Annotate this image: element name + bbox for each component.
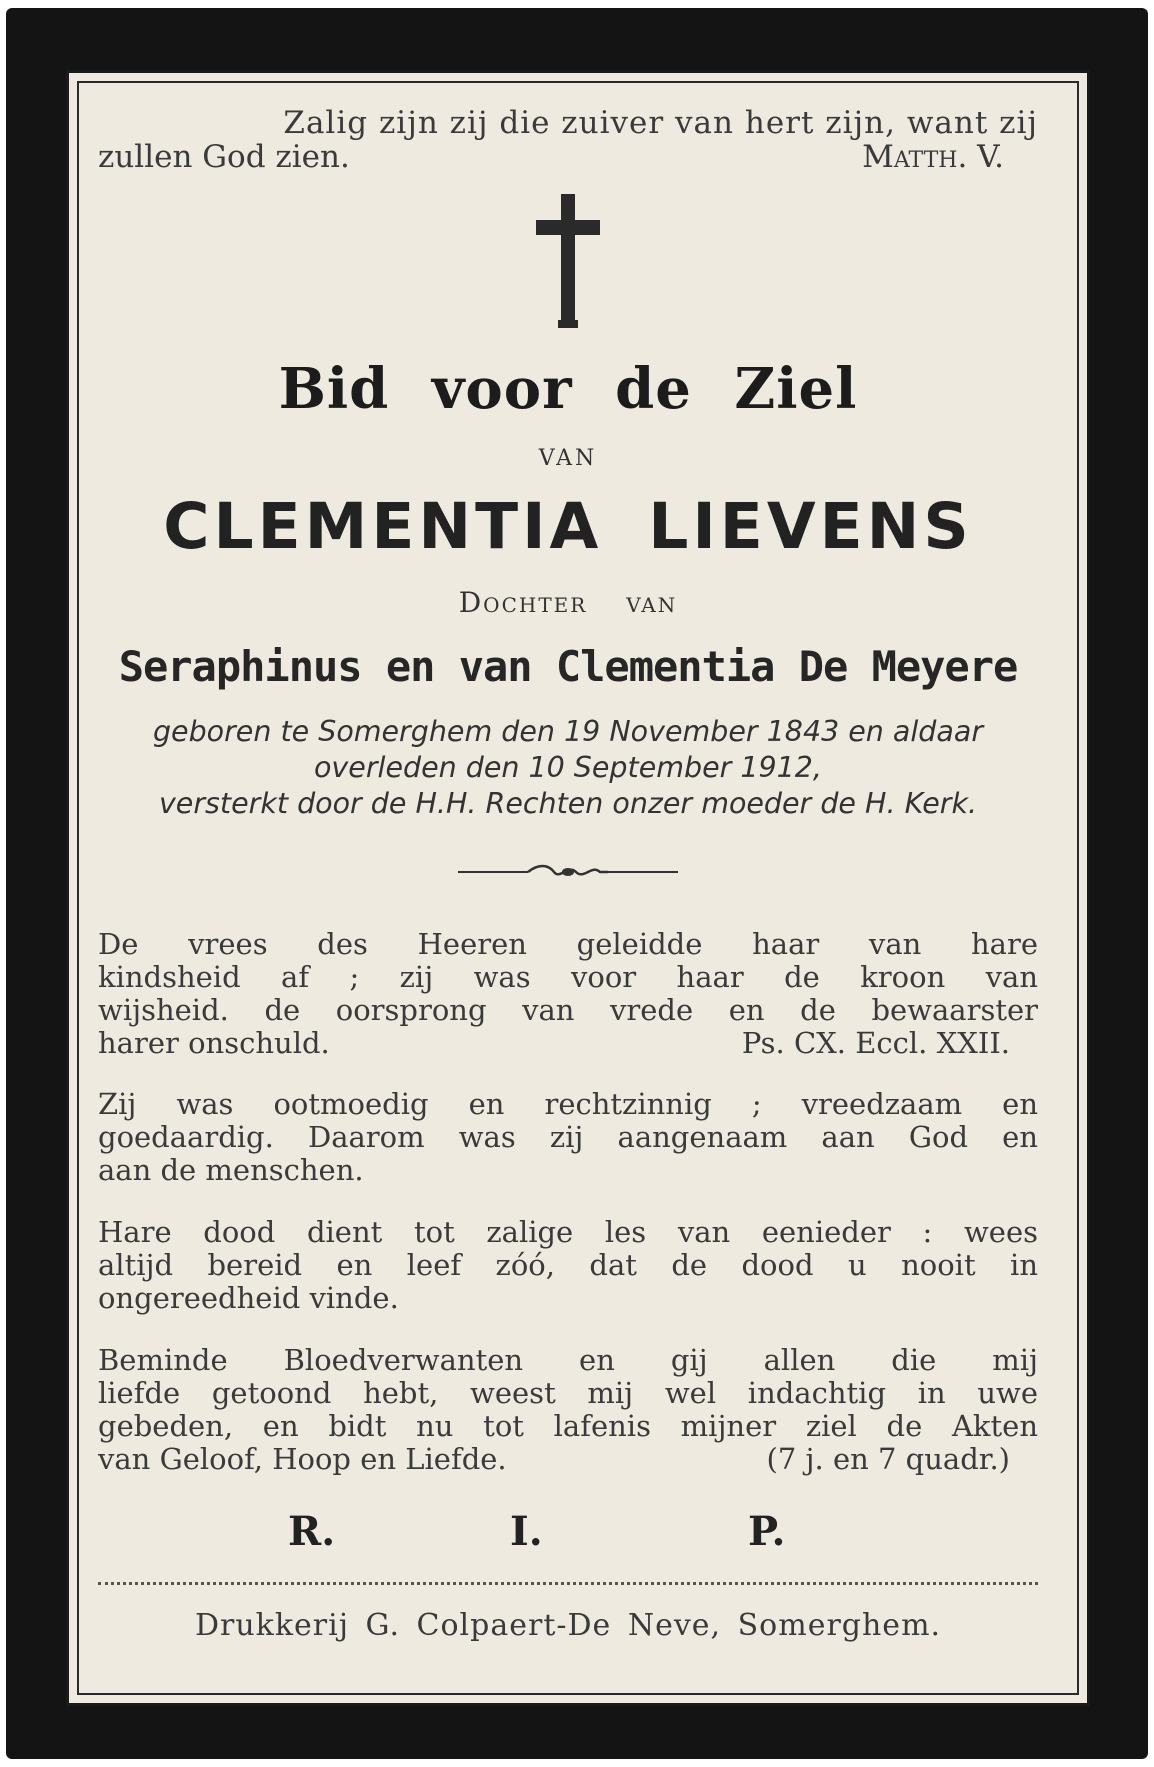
parents-names: Seraphinus en van Clementia De Meyere (118, 642, 1018, 691)
p3-line-2: altijd bereid en leef zóó, dat de dood u nooit in (98, 1248, 1038, 1282)
p2-line-2: goedaardig. Daarom was zij aangenaam aan God en (98, 1120, 1038, 1154)
p4-line-4: van Geloof, Hoop en Liefde. (98, 1442, 507, 1476)
p1-line-4-row (98, 1027, 1038, 1060)
p2-line-1: Zij was ootmoedig en rechtzinnig ; vreedzaam en (98, 1087, 1038, 1121)
birth-line-3: versterkt door de H.H. Rechten onzer moeder de H. Kerk. (158, 787, 978, 820)
paragraph-1 (98, 928, 1038, 1060)
ornament-divider-icon (98, 860, 1038, 884)
p4-line-1: Beminde Bloedverwanten en gij allen die mij (98, 1343, 1038, 1377)
bible-quote (98, 106, 1038, 174)
p2-line-3-row (98, 1154, 1038, 1187)
birth-line-1: geboren te Somerghem den 19 November 1843 en aldaar (152, 715, 984, 748)
p4-line-3: gebeden, en bidt nu tot lafenis mijner ziel de Akten (98, 1409, 1038, 1443)
quote-line-2: zullen God zien. (98, 139, 350, 175)
rip-r: R. (288, 1508, 336, 1555)
memorial-card (6, 8, 1148, 1759)
p1-line-2: kindsheid af ; zij was voor haar de kroon van (98, 960, 1038, 994)
daughter-of-label: Dochter van (458, 586, 678, 619)
quote-reference: Matth. V. (862, 139, 1004, 175)
p1-line-3: wijsheid. de oorsprong van vrede en de bewaarster (98, 993, 1038, 1027)
birth-line-2: overleden den 10 September 1912, (313, 751, 822, 784)
p1-line-4: harer onschuld. (98, 1026, 330, 1060)
paragraph-2 (98, 1088, 1038, 1187)
van-label: VAN (538, 446, 598, 471)
quote-line-2-row (98, 140, 1038, 174)
p1-line-1: De vrees des Heeren geleidde haar van hare (98, 927, 1038, 961)
p1-reference: Ps. CX. Eccl. XXII. (741, 1026, 1010, 1060)
paragraph-4 (98, 1344, 1038, 1476)
rip-i: I. (510, 1508, 543, 1555)
dotted-divider (98, 1582, 1038, 1585)
p3-line-3: ongereedheid vinde. (98, 1281, 399, 1315)
heading-pray-for-soul: Bid voor de Ziel (278, 356, 858, 422)
p3-line-3-row (98, 1282, 1038, 1315)
cross-icon (98, 194, 1038, 340)
printer-credit: Drukkerij G. Colpaert-De Neve, Somerghem. (194, 1608, 942, 1643)
p4-line-4-row (98, 1443, 1038, 1476)
quote-line-1: Zalig zijn zij die zuiver van hert zijn, want zij (283, 105, 1038, 141)
rip-p: P. (748, 1508, 786, 1555)
deceased-name: CLEMENTIA LIEVENS (163, 490, 973, 563)
p4-indulgence: (7 j. en 7 quadr.) (766, 1442, 1010, 1476)
p2-line-3: aan de menschen. (98, 1153, 364, 1187)
p3-line-1: Hare dood dient tot zalige les van eenieder : wees (98, 1215, 1038, 1249)
paragraph-3 (98, 1216, 1038, 1315)
birth-death-details (98, 714, 1038, 822)
p4-line-2: liefde getoond hebt, weest mij wel indachtig in uwe (98, 1376, 1038, 1410)
